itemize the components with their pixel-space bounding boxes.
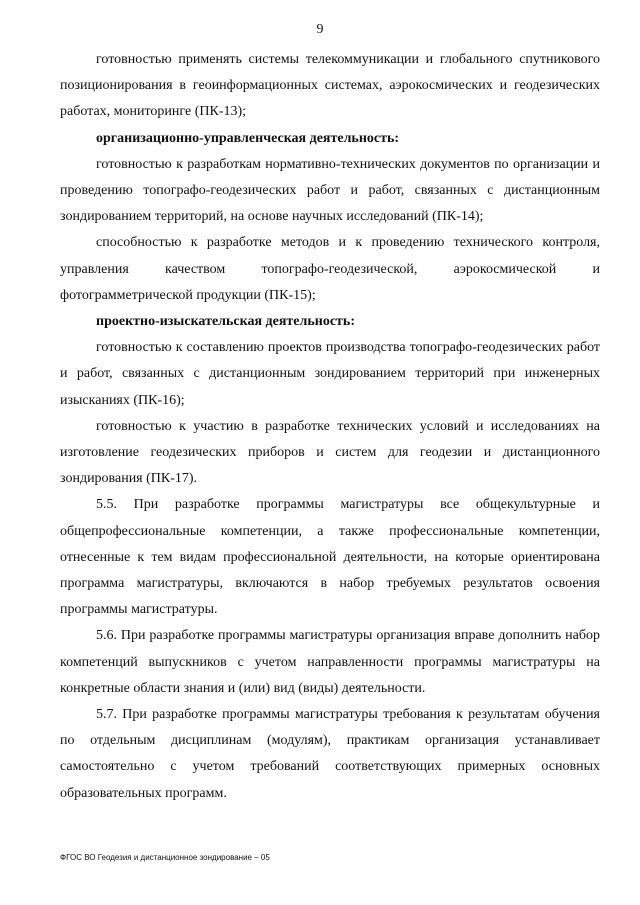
paragraph-5-7: 5.7. При разработке программы магистратуры требования к результатам обучения по отдельным дисциплинам (модулям), практикам организация устанавливает самостоятельно с учетом требований соответствующих примерных основных образовательных программ. bbox=[60, 707, 600, 801]
document-body bbox=[60, 47, 600, 807]
section-heading-design-survey: проектно-изыскательская деятельность: bbox=[96, 314, 355, 330]
section-heading-management: организационно-управленческая деятельность: bbox=[96, 130, 400, 146]
paragraph-5-6: 5.6. При разработке программы магистратуры организация вправе дополнить набор компетенций выпускников с учетом направленности программы магистратуры на конкретные области знания и (или) вид (виды) деятельности. bbox=[60, 628, 600, 696]
page-number: 9 bbox=[316, 22, 324, 37]
paragraph-pk15: способностью к разработке методов и к проведению технического контроля, управления качеством топографо-геодезической, аэрокосмической и фотограмметрической продукции (ПК-15); bbox=[60, 235, 600, 303]
paragraph-pk17: готовностью к участию в разработке технических условий и исследованиях на изготовление геодезических приборов и систем для геодезии и дистанционного зондирования (ПК-17). bbox=[60, 418, 600, 487]
page-footer: ФГОС ВО Геодезия и дистанционное зондирование – 05 bbox=[60, 853, 270, 862]
paragraph-pk13: готовностью применять системы телекоммуникации и глобального спутникового позиционирования в геоинформационных системах, аэрокосмических и геодезических работах, мониторинге (ПК-13); bbox=[60, 52, 600, 120]
paragraph-pk16: готовностью к составлению проектов производства топографо-геодезических работ и работ, связанных с дистанционным зондированием территорий при инженерных изысканиях (ПК-16); bbox=[60, 340, 600, 408]
paragraph-pk14: готовностью к разработкам нормативно-технических документов по организации и проведению топографо-геодезических работ и работ, связанных с дистанционным зондированием территорий, на основе научных исследований (ПК-14); bbox=[60, 156, 600, 225]
paragraph-5-5: 5.5. При разработке программы магистратуры все общекультурные и общепрофессиональные компетенции, а также профессиональные компетенции, отнесенные к тем видам профессиональной деятельности, на которые ориентирована программа магистратуры, включаются в набор требуемых результатов освоения программы магистратуры. bbox=[60, 497, 600, 618]
